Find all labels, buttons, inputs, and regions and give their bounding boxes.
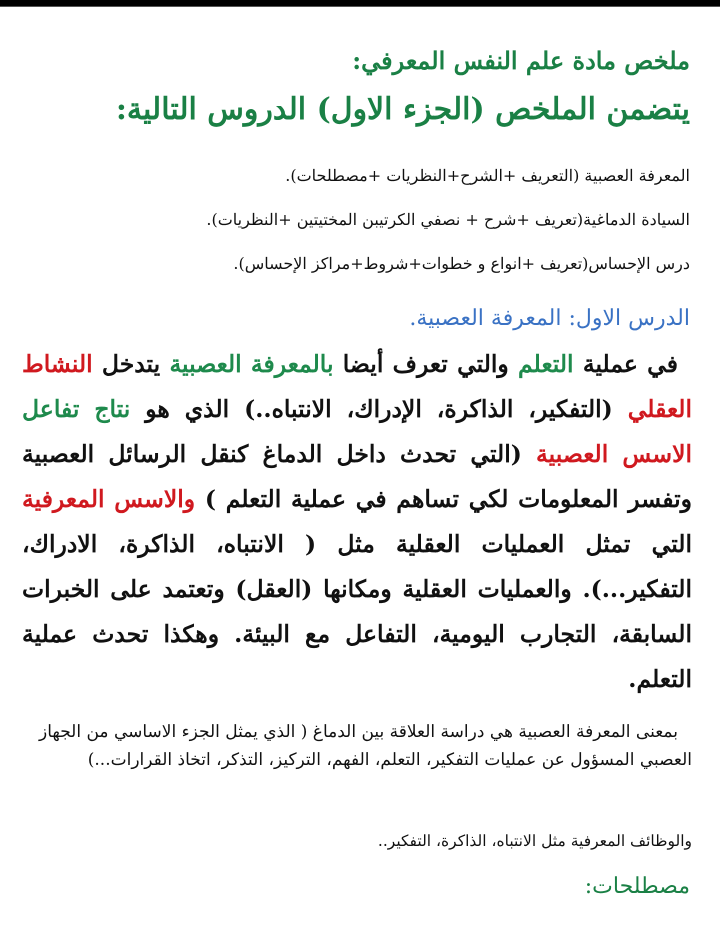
terms-heading: مصطلحات: <box>584 874 690 899</box>
highlight-green: التعلم <box>518 350 574 378</box>
lesson-item-1: المعرفة العصبية (التعريف +الشرح+النظريات +مصطلحات). <box>285 166 690 185</box>
section-heading: الدرس الاول: المعرفة العصبية. <box>409 306 690 331</box>
highlight-green: نتاج تفاعل <box>22 395 131 423</box>
main-paragraph <box>22 342 692 702</box>
text-run: يتدخل <box>92 350 170 378</box>
text-run: في عملية <box>573 350 679 378</box>
highlight-red: الاسس العصبية <box>536 440 692 468</box>
document-subtitle: يتضمن الملخص (الجزء الاول) الدروس التالية: <box>115 92 690 127</box>
definition-text: بمعنى المعرفة العصبية هي دراسة العلاقة بين الدماغ ( الذي يمثل الجزء الاساسي من الجهاز العصبي المسؤول عن عمليات التفكير، التعلم، الفهم، التركيز، التذكر، اتخاذ القرارات...) <box>38 722 692 770</box>
text-run: التي تمثل العمليات العقلية مثل ( الانتباه، الذاكرة، الادراك، التفكير...). والعمليات العقلية ومكانها (العقل) وتعتمد على الخبرات السابقة، التجارب اليومية، التفاعل مع البيئة. وهكذا تحدث عملية التعلم. <box>22 530 692 693</box>
text-run: والتي تعرف أيضا <box>333 350 519 378</box>
highlight-red: والاسس المعرفية <box>22 485 196 513</box>
text-run: (التي تحدث داخل الدماغ كنقل الرسائل العصبية وتفسر المعلومات لكي تساهم في عملية التعلم ) <box>22 440 692 513</box>
functions-line: والوظائف المعرفية مثل الانتباه، الذاكرة، التفكير.. <box>377 832 692 850</box>
document-title: ملخص مادة علم النفس المعرفي: <box>352 46 690 75</box>
definition-paragraph <box>22 718 692 774</box>
lesson-item-2: السيادة الدماغية(تعريف +شرح + نصفي الكرتيبن المختيتين +النظريات). <box>206 210 690 229</box>
text-run: (التفكير، الذاكرة، الإدراك، الانتباه..) الذي هو <box>130 395 628 423</box>
highlight-red: النشاط العقلي <box>22 350 692 423</box>
lesson-item-3: درس الإحساس(تعريف +انواع و خطوات+شروط+مراكز الإحساس). <box>233 254 690 273</box>
highlight-green: بالمعرفة العصبية <box>169 350 334 378</box>
